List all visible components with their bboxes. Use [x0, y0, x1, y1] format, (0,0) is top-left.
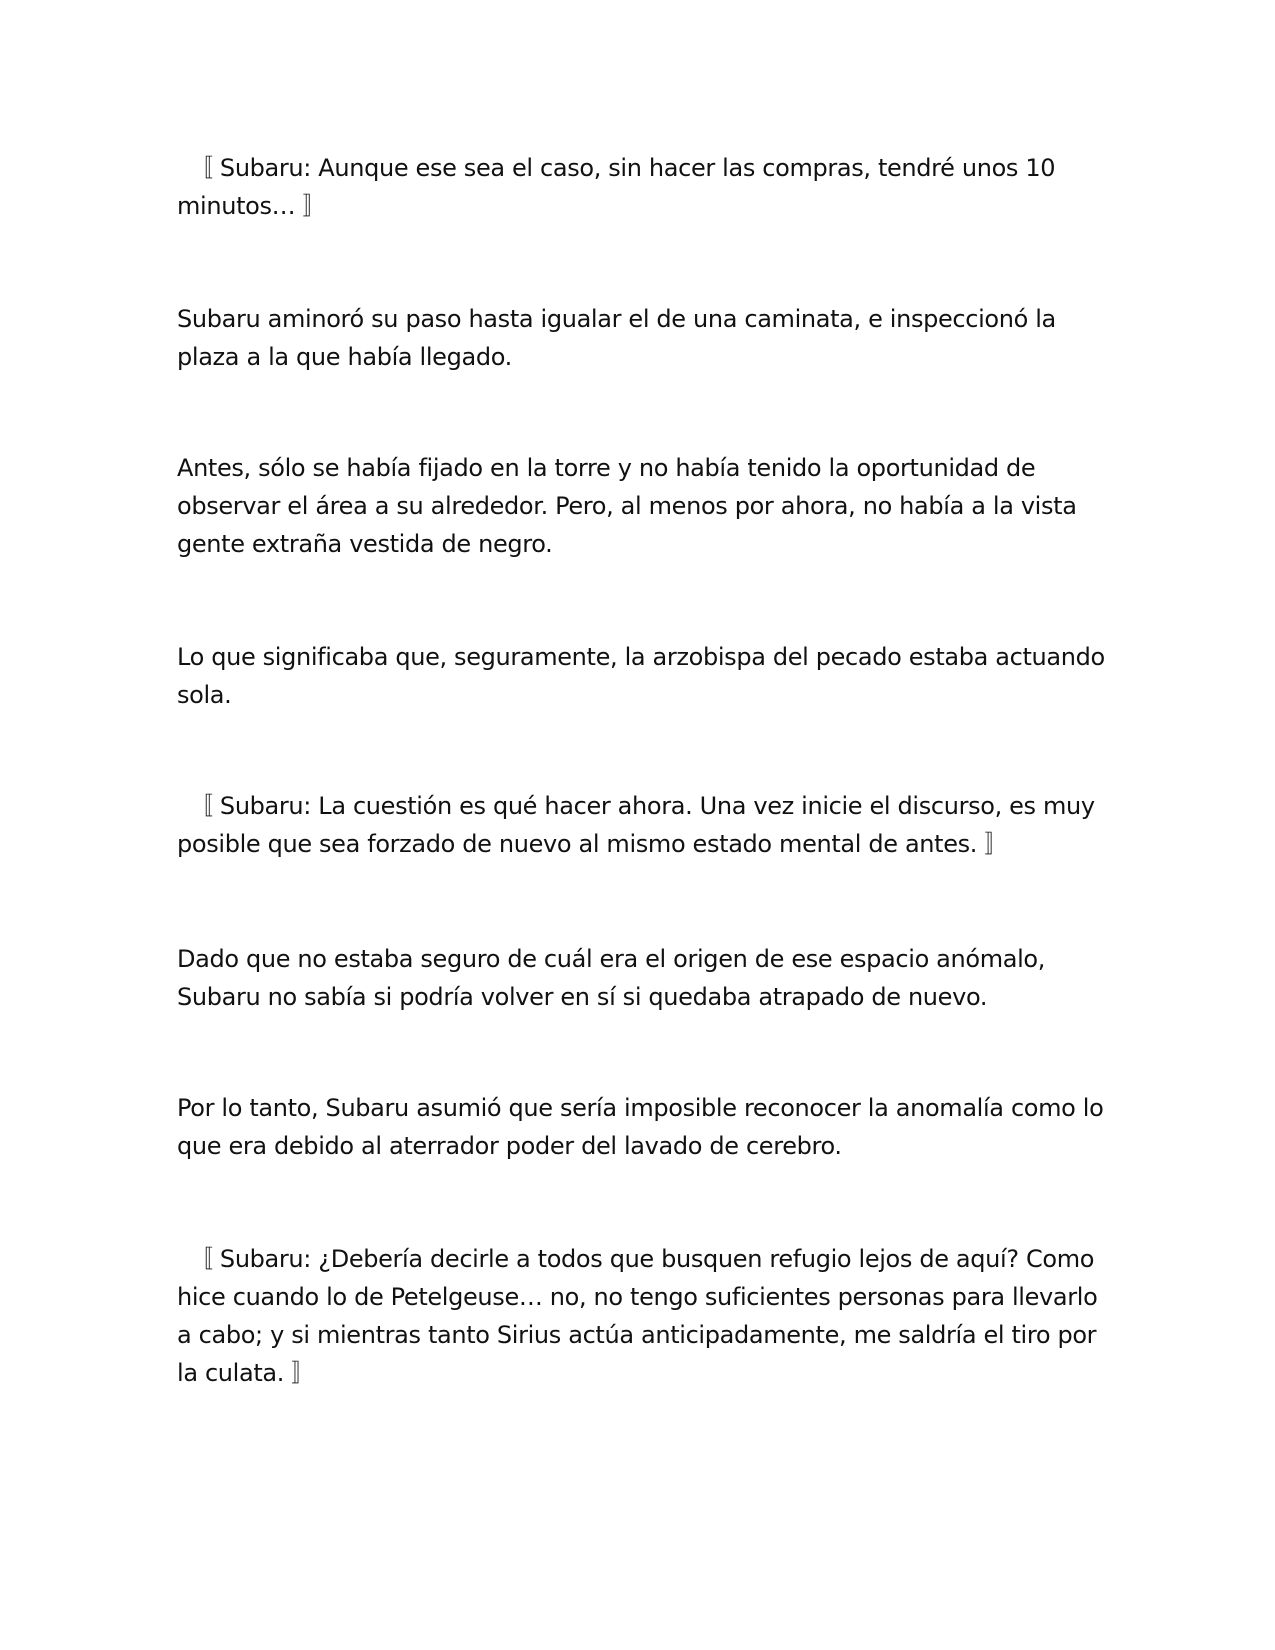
dialogue-paragraph: 〚 Subaru: ¿Debería decirle a todos que busquen refugio lejos de aquí? Como hice cuando lo de Petelgeuse… no, no tengo suficientes personas para llevarlo a cabo; y si mientras tanto Sirius actúa anticipadamente, me saldría el tiro por la culata. 〛: [177, 1245, 1098, 1387]
narration-paragraph: Lo que significaba que, seguramente, la arzobispa del pecado estaba actuando sola.: [177, 643, 1105, 709]
dialogue-paragraph: 〚 Subaru: La cuestión es qué hacer ahora. Una vez inicie el discurso, es muy posible que sea forzado de nuevo al mismo estado mental de antes. 〛: [177, 792, 1095, 858]
narration-paragraph: Dado que no estaba seguro de cuál era el origen de ese espacio anómalo, Subaru no sabía si podría volver en sí si quedaba atrapado de nuevo.: [177, 945, 1046, 1011]
narration-paragraph: Subaru aminoró su paso hasta igualar el de una caminata, e inspeccionó la plaza a la que había llegado.: [177, 305, 1056, 371]
narration-paragraph: Antes, sólo se había fijado en la torre y no había tenido la oportunidad de observar el área a su alrededor. Pero, al menos por ahora, no había a la vista gente extraña vestida de negro.: [177, 454, 1077, 558]
narration-paragraph: Por lo tanto, Subaru asumió que sería imposible reconocer la anomalía como lo que era debido al aterrador poder del lavado de cerebro.: [177, 1094, 1104, 1160]
dialogue-paragraph: 〚 Subaru: Aunque ese sea el caso, sin hacer las compras, tendré unos 10 minutos… 〛: [177, 154, 1056, 220]
